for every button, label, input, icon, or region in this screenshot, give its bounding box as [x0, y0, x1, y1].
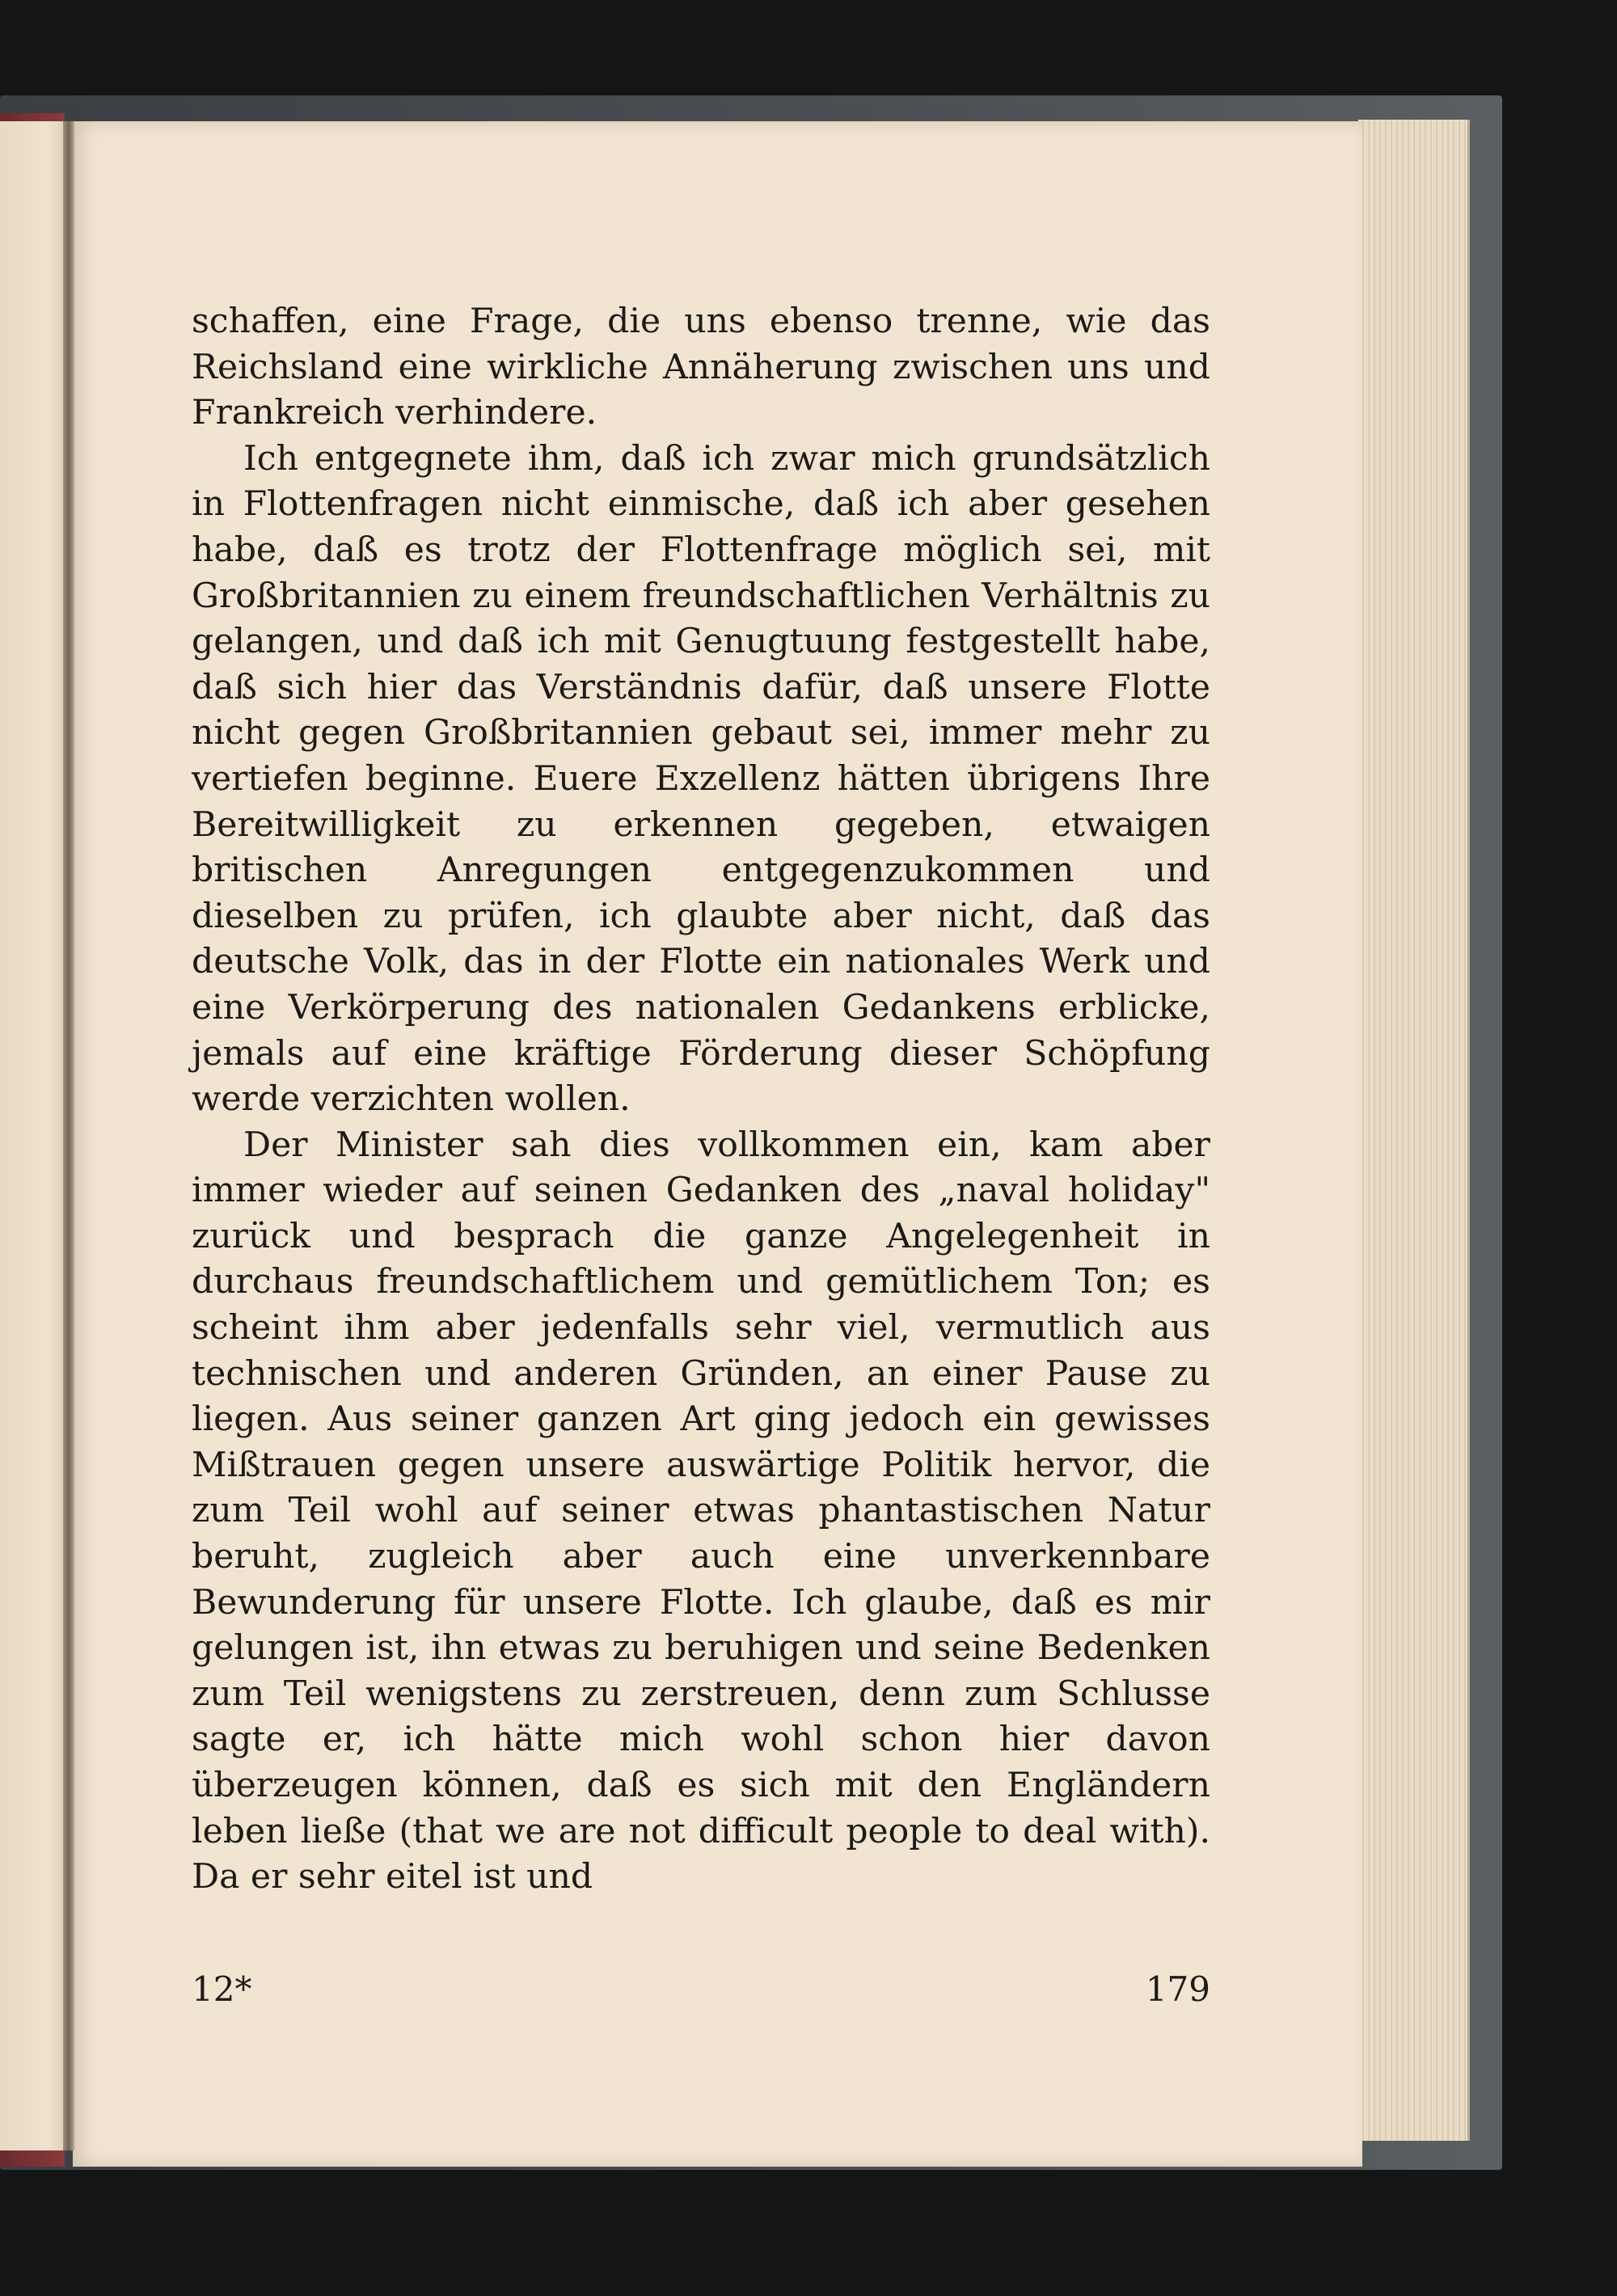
paragraph-3: Der Minister sah dies vollkommen ein, kam aber immer wieder auf seinen Gedanken des „naval holiday" zurück und besprach die ganze Angelegenheit in durchaus freundschaftlichem und gemütlichem Ton; es scheint ihm aber jedenfalls sehr viel, vermutlich aus technischen und anderen Gründen, an einer Pause zu liegen. Aus seiner ganzen Art ging jedoch ein gewisses Mißtrauen gegen unsere auswärtige Politik hervor, die zum Teil wohl auf seiner etwas phantastischen Natur beruht, zugleich aber auch eine unverkennbare Bewunderung für unsere Flotte. Ich glaube, daß es mir gelungen ist, ihn etwas zu beruhigen und seine Bedenken zum Teil wenigstens zu zerstreuen, denn zum Schlusse sagte er, ich hätte mich wohl schon hier davon überzeugen können, daß es sich mit den Engländern leben ließe (that we are not difficult people to deal with). Da er sehr eitel ist und: [192, 1125, 1210, 1897]
signature-mark: 12*: [192, 1969, 252, 2009]
book-gutter: [63, 121, 74, 2150]
paragraph-1: schaffen, eine Frage, die uns ebenso trenne, wie das Reichsland eine wirkliche Annäherung zwischen uns und Frankreich verhindere.: [192, 302, 1210, 433]
page-stack-edges: [1358, 120, 1470, 2141]
left-page-edge: [0, 121, 70, 2150]
paragraph-2: Ich entgegnete ihm, daß ich zwar mich grundsätzlich in Flottenfragen nicht einmische, daß ich aber gesehen habe, daß es trotz der Flottenfrage möglich sei, mit Großbritannien zu einem freundschaftlichen Verhältnis zu gelangen, und daß ich mit Genugtuung festgestellt habe, daß sich hier das Verständnis dafür, daß unsere Flotte nicht gegen Großbritannien gebaut sei, immer mehr zu vertiefen beginne. Euere Exzellenz hätten übrigens Ihre Bereitwilligkeit zu erkennen gegeben, etwaigen britischen Anregungen entgegenzukommen und dieselben zu prüfen, ich glaubte aber nicht, daß das deutsche Volk, das in der Flotte ein nationales Werk und eine Verkörperung des nationalen Gedankens erblicke, jemals auf eine kräftige Förderung dieser Schöpfung werde verzichten wollen.: [192, 438, 1210, 1120]
page-footer: [192, 1969, 1210, 2018]
page-body-text: [192, 299, 1210, 1901]
book-page: [73, 121, 1362, 2167]
page-number: 179: [1145, 1969, 1210, 2009]
